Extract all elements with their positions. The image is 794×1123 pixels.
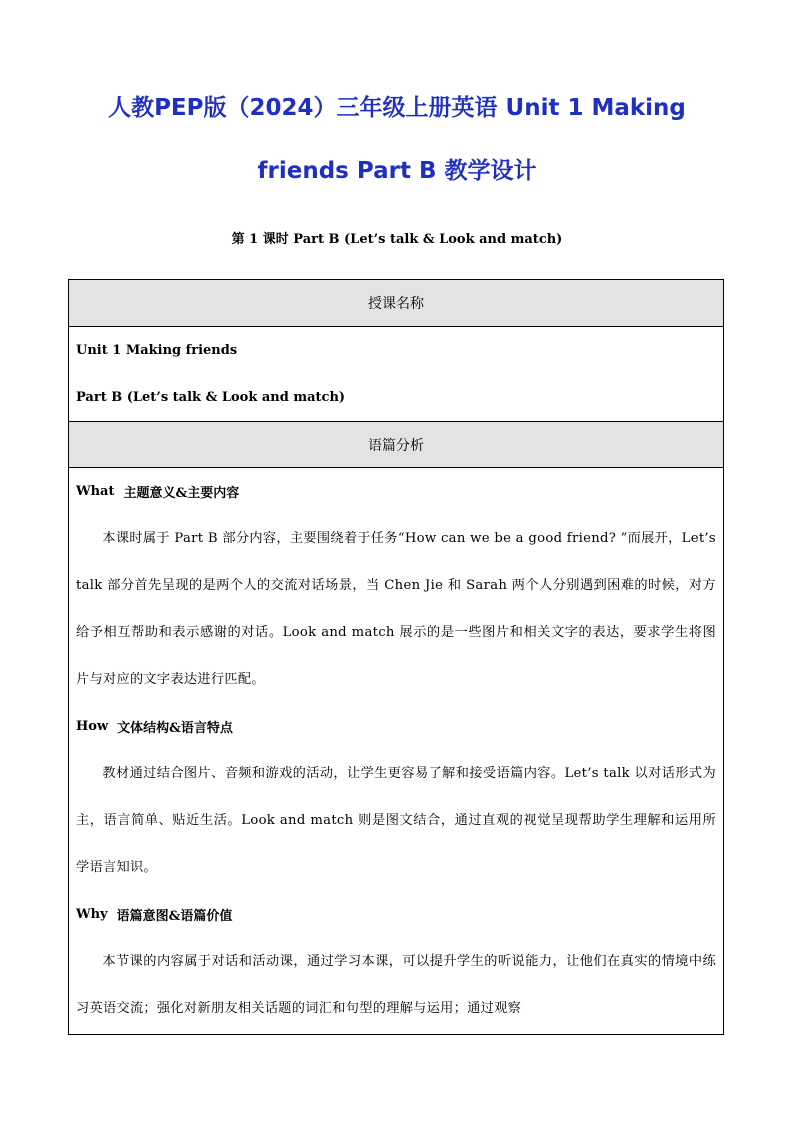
course-part-line: Part B (Let’s talk & Look and match)	[76, 390, 346, 405]
what-keyword: What	[76, 484, 115, 499]
why-section-heading	[76, 891, 716, 938]
what-paragraph: 本课时属于 Part B 部分内容，主要围绕着于任务“How can we be a good friend? ”而展开，Let’s talk 部分首先呈现的是两个人的交流对话场景，当 Chen Jie 和 Sarah 两个人分别遇到困难的时候，对方给予相互帮助和表示感谢的对话。Look and match 展示的是一些图片和相关文字的表达，要求学生将图片与对应的文字表达进行匹配。	[76, 531, 716, 687]
what-section-heading	[76, 468, 716, 515]
course-unit-line: Unit 1 Making friends	[76, 343, 238, 358]
how-keyword: How	[76, 719, 109, 734]
how-paragraph: 教材通过结合图片、音频和游戏的活动，让学生更容易了解和接受语篇内容。Let’s talk 以对话形式为主，语言简单、贴近生活。Look and match 则是图文结合，通过直观的视觉呈现帮助学生理解和运用所学语言知识。	[76, 766, 716, 875]
document-title-line-2: friends Part B 教学设计	[257, 158, 537, 184]
text-analysis-cell	[69, 468, 723, 1032]
how-section-heading	[76, 703, 716, 750]
how-heading-text: 文体结构&语言特点	[117, 721, 233, 736]
lesson-design-table	[68, 279, 724, 1035]
course-name-cell	[69, 327, 723, 421]
why-heading-text: 语篇意图&语篇价值	[116, 909, 233, 924]
text-analysis-header: 语篇分析	[69, 421, 723, 468]
what-heading-text: 主题意义&主要内容	[123, 486, 240, 501]
document-title-line-1: 人教PEP版（2024）三年级上册英语 Unit 1 Making	[108, 95, 686, 121]
why-paragraph: 本节课的内容属于对话和活动课，通过学习本课，可以提升学生的听说能力，让他们在真实的情境中练习英语交流；强化对新朋友相关话题的词汇和句型的理解与运用；通过观察	[76, 954, 716, 1016]
lesson-subtitle: 第 1 课时 Part B (Let’s talk & Look and match)	[231, 232, 563, 247]
why-keyword: Why	[76, 907, 108, 922]
course-name-header: 授课名称	[69, 280, 723, 327]
